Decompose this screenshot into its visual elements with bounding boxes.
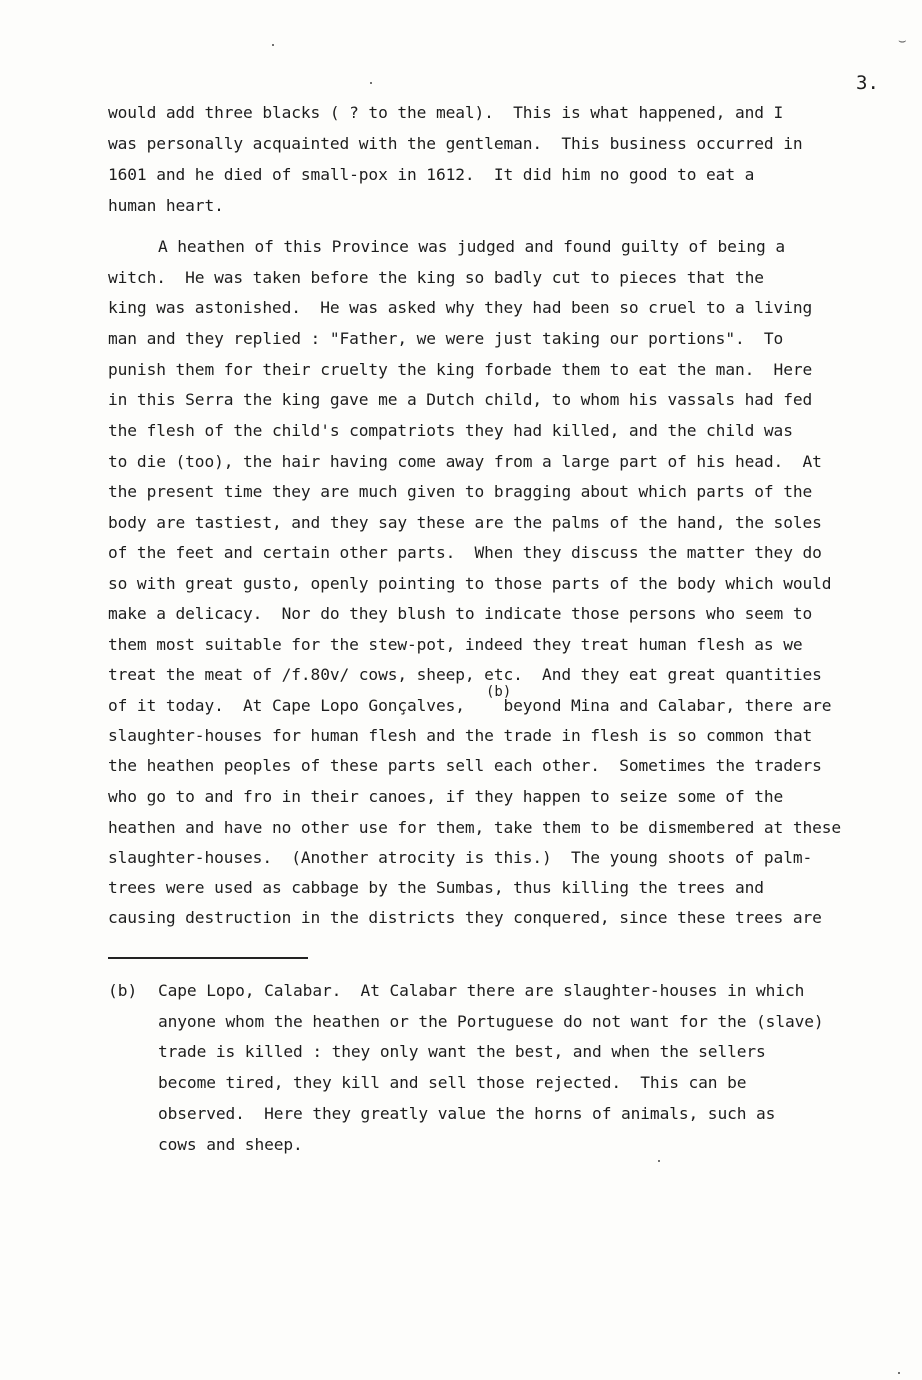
- text-line: punish them for their cruelty the king forbade them to eat the man. Here: [108, 360, 813, 379]
- text-line: was personally acquainted with the gentleman. This business occurred in: [108, 134, 803, 153]
- text-line: slaughter-houses for human flesh and the trade in flesh is so common that: [108, 726, 813, 745]
- footnote-line: cows and sheep.: [158, 1135, 303, 1154]
- text-line: trees were used as cabbage by the Sumbas, thus killing the trees and: [108, 878, 764, 897]
- paper-speck: [272, 44, 274, 46]
- text-line: of it today. At Cape Lopo Gonçalves, beyond Mina and Calabar, there are: [108, 696, 832, 715]
- text-line: so with great gusto, openly pointing to those parts of the body which would: [108, 574, 832, 593]
- text-line: who go to and fro in their canoes, if they happen to seize some of the: [108, 787, 784, 806]
- text-line: body are tastiest, and they say these are the palms of the hand, the soles: [108, 513, 822, 532]
- text-line: A heathen of this Province was judged and found guilty of being a: [158, 237, 785, 256]
- text-line: causing destruction in the districts they conquered, since these trees are: [108, 908, 822, 927]
- text-line: of the feet and certain other parts. When they discuss the matter they do: [108, 543, 822, 562]
- text-line: the present time they are much given to bragging about which parts of the: [108, 482, 813, 501]
- text-line: witch. He was taken before the king so badly cut to pieces that the: [108, 268, 764, 287]
- text-line: 1601 and he died of small-pox in 1612. It did him no good to eat a: [108, 165, 755, 184]
- text-line: to die (too), the hair having come away from a large part of his head. At: [108, 452, 822, 471]
- page-number: 3.: [856, 72, 879, 94]
- footnote-divider: [108, 957, 308, 959]
- text-line: heathen and have no other use for them, take them to be dismembered at these: [108, 818, 842, 837]
- corner-mark: ⌣: [898, 34, 907, 49]
- footnote-line: trade is killed : they only want the best, and when the sellers: [158, 1042, 766, 1061]
- footnote-marker: (b): [486, 684, 512, 700]
- text-line: them most suitable for the stew-pot, indeed they treat human flesh as we: [108, 635, 803, 654]
- text-line: man and they replied : "Father, we were just taking our portions". To: [108, 329, 784, 348]
- footnote-line: become tired, they kill and sell those rejected. This can be: [158, 1073, 747, 1092]
- text-line: slaughter-houses. (Another atrocity is this.) The young shoots of palm-: [108, 848, 813, 867]
- footnote-line: Cape Lopo, Calabar. At Calabar there are slaughter-houses in which: [158, 981, 805, 1000]
- text-line: make a delicacy. Nor do they blush to indicate those persons who seem to: [108, 604, 813, 623]
- footnote-line: observed. Here they greatly value the horns of animals, such as: [158, 1104, 776, 1123]
- text-line: human heart.: [108, 196, 224, 215]
- footnote-line: anyone whom the heathen or the Portuguese do not want for the (slave): [158, 1012, 824, 1031]
- paper-speck: [898, 1372, 900, 1374]
- text-line: treat the meat of /f.80v/ cows, sheep, etc. And they eat great quantities: [108, 665, 822, 684]
- text-line: would add three blacks ( ? to the meal). This is what happened, and I: [108, 103, 784, 122]
- paper-speck: [658, 1160, 660, 1162]
- text-line: the flesh of the child's compatriots they had killed, and the child was: [108, 421, 793, 440]
- footnote-label: (b): [108, 981, 138, 1000]
- text-line: in this Serra the king gave me a Dutch child, to whom his vassals had fed: [108, 390, 813, 409]
- paper-speck: [370, 82, 372, 84]
- text-line: the heathen peoples of these parts sell each other. Sometimes the traders: [108, 756, 822, 775]
- text-line: king was astonished. He was asked why they had been so cruel to a living: [108, 298, 813, 317]
